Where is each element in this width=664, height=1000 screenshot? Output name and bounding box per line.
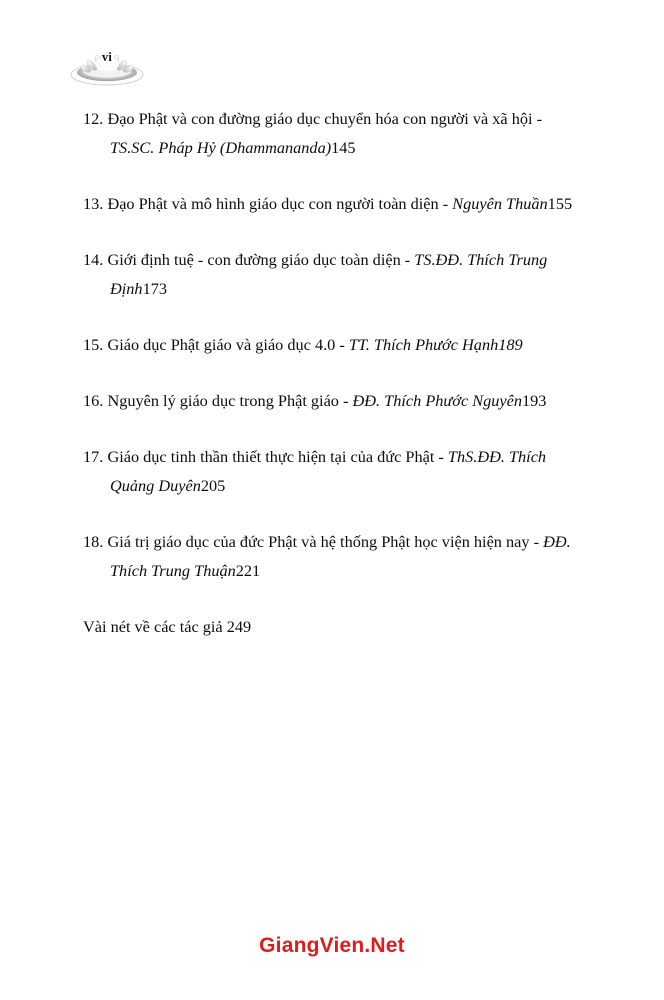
table-of-contents (83, 104, 582, 641)
toc-entry-number: 16. (83, 391, 104, 410)
footer (0, 934, 664, 958)
site-watermark: GiangVien.Net (259, 934, 405, 957)
toc-entry-author: ThS.ĐĐ. Thích Quảng Duyên (110, 447, 547, 495)
toc-entry-page: 155 (547, 194, 573, 213)
toc-entry-title: Giáo dục Phật giáo và giáo dục 4.0 - (107, 335, 349, 354)
toc-entry-author: TT. Thích Phước Hạnh (348, 335, 499, 354)
toc-entry-page: 249 (226, 617, 252, 636)
toc-entry-page: 193 (522, 391, 547, 410)
toc-entry[interactable] (83, 527, 582, 585)
toc-entry-author: ĐĐ. Thích Trung Thuận (110, 532, 571, 580)
toc-entry-number: 15. (83, 335, 104, 354)
toc-entry-title: Giá trị giáo dục của đức Phật và hệ thống Phật học viện hiện nay - (107, 532, 544, 551)
toc-entry-title: Đạo Phật và mô hình giáo dục con người toàn diện - (107, 194, 453, 213)
toc-entry-page: 145 (331, 138, 356, 157)
toc-entry-author: TS.ĐĐ. Thích Trung Định (110, 250, 548, 298)
toc-entry[interactable] (83, 330, 582, 359)
toc-entry[interactable] (83, 386, 582, 415)
toc-entry[interactable] (83, 245, 582, 303)
toc-entry-author: ĐĐ. Thích Phước Nguyên (352, 391, 523, 410)
toc-entry[interactable] (83, 442, 582, 500)
toc-entry-title: Vài nét về các tác giả (83, 617, 227, 636)
toc-entry-number: 13. (83, 194, 104, 213)
toc-entry-page: 189 (498, 335, 523, 354)
running-head (52, 44, 172, 88)
toc-entry-title: Nguyên lý giáo dục trong Phật giáo - (107, 391, 353, 410)
toc-entry-title: Đạo Phật và con đường giáo dục chuyển hóa con người và xã hội - (107, 109, 542, 128)
toc-entry-number: 14. (83, 250, 104, 269)
toc-entry-page: 221 (235, 561, 261, 580)
toc-entry[interactable] (83, 104, 582, 162)
toc-entry-number: 18. (83, 532, 104, 551)
page-folio-number: vi (101, 50, 113, 64)
toc-entry[interactable] (83, 189, 582, 218)
toc-entry-author: Nguyên Thuần (452, 194, 548, 213)
toc-entry-number: 17. (83, 447, 104, 466)
toc-entry-page: 205 (200, 476, 226, 495)
toc-entry-title: Giáo dục tinh thần thiết thực hiện tại của đức Phật - (107, 447, 448, 466)
toc-entry-title: Giới định tuệ - con đường giáo dục toàn diện - (107, 250, 415, 269)
toc-entry-page: 173 (142, 279, 167, 298)
toc-entry-author: TS.SC. Pháp Hỷ (Dhammananda) (110, 138, 332, 157)
toc-entry-authors-note[interactable] (83, 612, 582, 641)
toc-entry-number: 12. (83, 109, 104, 128)
